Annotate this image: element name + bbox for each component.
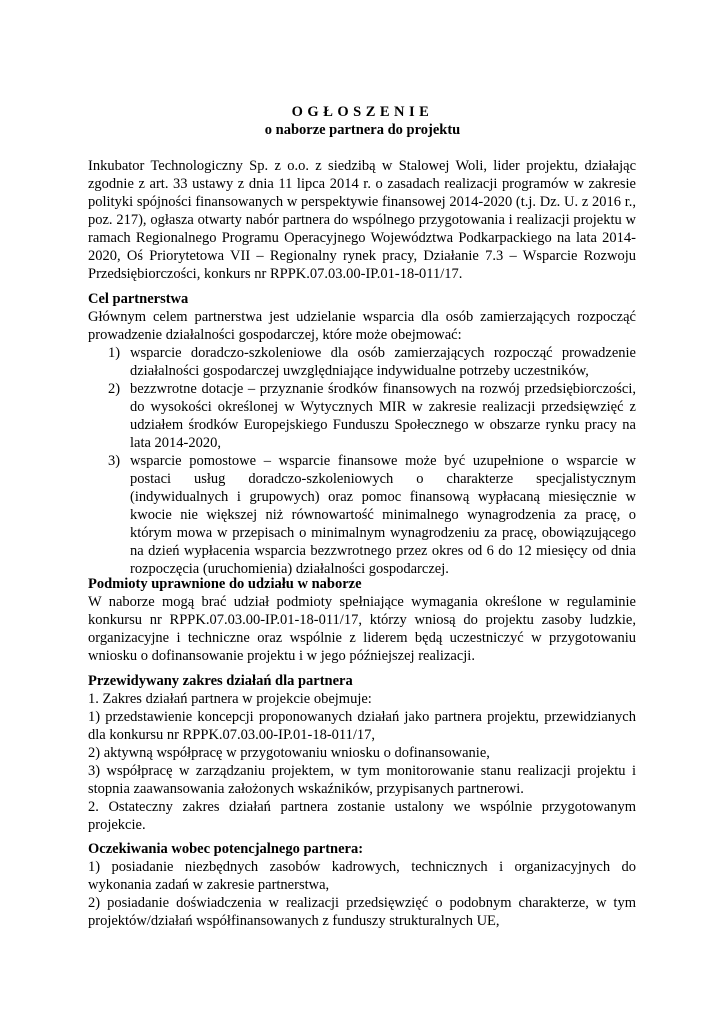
- oczekiwania-section: [88, 840, 636, 930]
- zakres-line: 3) współpracę w zarządzaniu projektem, w tym monitorowanie stanu realizacji projektu i stopnia zaawansowania założonych wskaźników, przypisanych partnerowi.: [88, 763, 636, 797]
- section-heading: Oczekiwania wobec potencjalnego partnera:: [88, 841, 364, 857]
- cel-section: [88, 290, 636, 578]
- list-item: 2) bezzwrotne dotacje – przyznanie środków finansowych na rozwój przedsiębiorczości, do wysokości określonej w Wytycznych MIR w zakresie realizacji przedsięwzięć z udziałem środków Europejskiego Funduszu Społecznego w obszarze rynku pracy na lata 2014-2020,: [108, 381, 636, 451]
- section-heading: Podmioty uprawnione do udziału w naborze: [88, 576, 362, 592]
- podmioty-section: [88, 575, 636, 665]
- document-subtitle: o naborze partnera do projektu: [264, 122, 461, 138]
- document-title: OGŁOSZENIE: [291, 104, 434, 120]
- oczekiwania-line: 2) posiadanie doświadczenia w realizacji przedsięwzięć o podobnym charakterze, w tym projektów/działań współfinansowanych z funduszy strukturalnych UE,: [88, 895, 636, 929]
- zakres-line: 2) aktywną współpracę w przygotowaniu wniosku o dofinansowanie,: [88, 745, 490, 761]
- section-heading: Cel partnerstwa: [88, 291, 189, 307]
- oczekiwania-line: 1) posiadanie niezbędnych zasobów kadrowych, technicznych i organizacyjnych do wykonania zadań w zakresie partnerstwa,: [88, 859, 636, 893]
- intro-section: [88, 157, 636, 283]
- cel-paragraph: Głównym celem partnerstwa jest udzielanie wsparcia dla osób zamierzających rozpocząć prowadzenie działalności gospodarczej, które może obejmować:: [88, 309, 636, 343]
- cel-list: [88, 344, 636, 578]
- zakres-line: 1. Zakres działań partnera w projekcie obejmuje:: [88, 691, 372, 707]
- zakres-line: 2. Ostateczny zakres działań partnera zostanie ustalony we wspólnie przygotowanym projekcie.: [88, 799, 636, 833]
- zakres-line: 1) przedstawienie koncepcji proponowanych działań jako partnera projektu, przewidzianych dla konkursu nr RPPK.07.03.00-IP.01-18-011/17,: [88, 709, 636, 743]
- intro-paragraph: Inkubator Technologiczny Sp. z o.o. z siedzibą w Stalowej Woli, lider projektu, działając zgodnie z art. 33 ustawy z dnia 11 lipca 2014 r. o zasadach realizacji programów w zakresie polityki spójności finansowanych w perspektywie finansowej 2014-2020 (t.j. Dz. U. z 2016 r., poz. 217), ogłasza otwarty nabór partnera do wspólnego przygotowania i realizacji projektu w ramach Regionalnego Programu Operacyjnego Województwa Podkarpackiego na lata 2014-2020, Oś Priorytetowa VII – Regionalny rynek pracy, Działanie 7.3 – Wsparcie Rozwoju Przedsiębiorczości, konkurs nr RPPK.07.03.00-IP.01-18-011/17.: [88, 158, 636, 282]
- list-item: 3) wsparcie pomostowe – wsparcie finansowe może być uzupełnione o wsparcie w postaci usług doradczo-szkoleniowych o charakterze specjalistycznym (indywidualnych i grupowych) oraz pomoc finansową wypłacaną miesięcznie w kwocie nie większej niż równowartość minimalnego wynagrodzenia za pracę, o którym mowa w przepisach o minimalnym wynagrodzeniu za pracę, obowiązującego na dzień wypłacenia wsparcia bezzwrotnego przez okres od 6 do 12 miesięcy od dnia rozpoczęcia (uruchomienia) działalności gospodarczej.: [108, 453, 636, 577]
- podmioty-paragraph: W naborze mogą brać udział podmioty spełniające wymagania określone w regulaminie konkursu nr RPPK.07.03.00-IP.01-18-011/17, którzy wniosą do projektu zasoby ludzkie, organizacyjne i techniczne oraz wspólnie z liderem będą uczestniczyć w przygotowaniu wniosku o dofinansowanie projektu i w jego późniejszej realizacji.: [88, 594, 636, 664]
- section-heading: Przewidywany zakres działań dla partnera: [88, 673, 353, 689]
- list-item: 1) wsparcie doradczo-szkoleniowe dla osób zamierzających rozpocząć prowadzenie działalności gospodarczej uwzględniające indywidualne potrzeby uczestników,: [108, 345, 636, 379]
- zakres-section: [88, 672, 636, 834]
